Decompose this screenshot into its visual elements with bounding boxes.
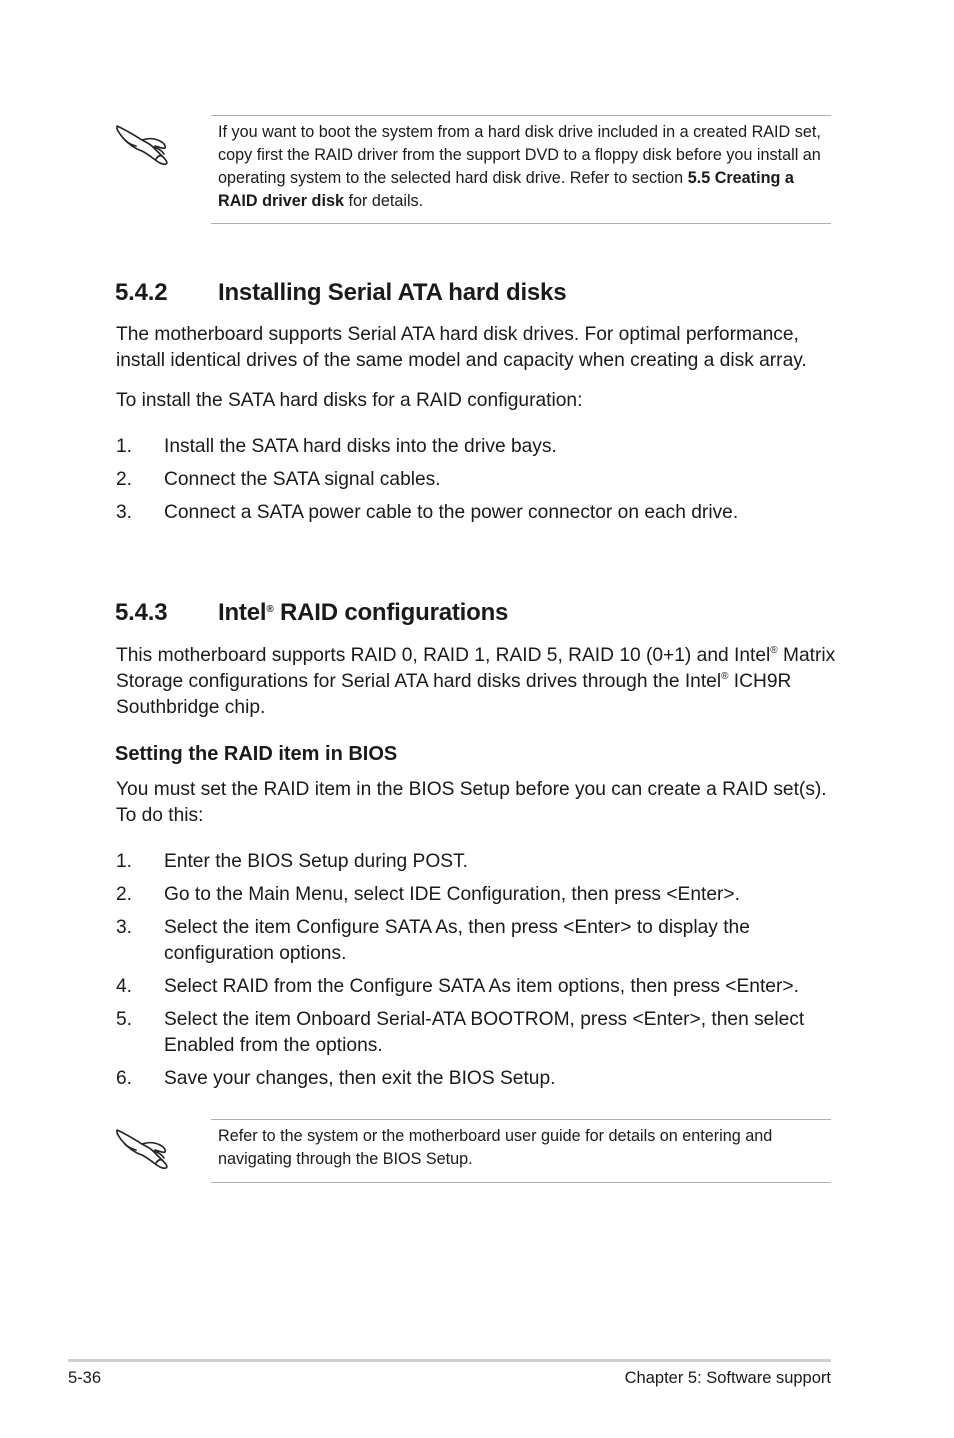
list-item: 2. Connect the SATA signal cables. — [116, 469, 441, 490]
list-item: 1. Install the SATA hard disks into the drive bays. — [116, 436, 557, 457]
list-item: 2. Go to the Main Menu, select IDE Configuration, then press <Enter>. — [116, 884, 740, 905]
list-item: 6. Save your changes, then exit the BIOS Setup. — [116, 1068, 556, 1089]
page-number: 5-36 — [68, 1369, 102, 1387]
list-item: 3. Connect a SATA power cable to the power connector on each drive. — [116, 502, 739, 523]
section-542-intro: The motherboard supports Serial ATA hard disk drives. For optimal performance, install identical drives of the same model and capacity when creating a disk array. — [116, 324, 807, 371]
section-542-lead: To install the SATA hard disks for a RAID configuration: — [116, 390, 583, 411]
note-top-rule — [211, 1119, 831, 1120]
note-bottom-rule — [211, 1182, 831, 1183]
subheading-bios: Setting the RAID item in BIOS — [115, 743, 398, 765]
list-item: 4. Select RAID from the Configure SATA As item options, then press <Enter>. — [116, 976, 799, 997]
note-top-rule — [211, 115, 831, 116]
subsection-intro: You must set the RAID item in the BIOS Setup before you can create a RAID set(s). To do this: — [116, 779, 827, 826]
footer-rule — [68, 1359, 831, 1362]
list-item: 1. Enter the BIOS Setup during POST. — [116, 851, 468, 872]
note-text: Refer to the system or the motherboard user guide for details on entering and navigating through the BIOS Setup. — [218, 1127, 773, 1168]
section-heading-542: 5.4.2 Installing Serial ATA hard disks — [115, 279, 567, 306]
section-heading-543: 5.4.3 Intel® RAID configurations — [115, 599, 509, 626]
note-hand-icon — [112, 118, 174, 166]
section-543-intro: This motherboard supports RAID 0, RAID 1, RAID 5, RAID 10 (0+1) and Intel® Matrix Storage configurations for Serial ATA hard disks drives through the Intel® ICH9R Southbridge chip. — [116, 645, 836, 718]
note-text: If you want to boot the system from a hard disk drive included in a created RAID set, copy first the RAID driver from the support DVD to a floppy disk before you install an operating system to the selected hard disk drive. Refer to section 5.5 Creating a RAID driver disk for details. — [218, 123, 821, 210]
list-item: 3. Select the item Configure SATA As, then press <Enter> to display the configuration options. — [116, 917, 750, 964]
list-item: 5. Select the item Onboard Serial-ATA BOOTROM, press <Enter>, then select Enabled from the options. — [116, 1009, 805, 1056]
chapter-title: Chapter 5: Software support — [624, 1369, 831, 1387]
note-bottom-rule — [211, 223, 831, 224]
note-hand-icon — [112, 1122, 174, 1170]
